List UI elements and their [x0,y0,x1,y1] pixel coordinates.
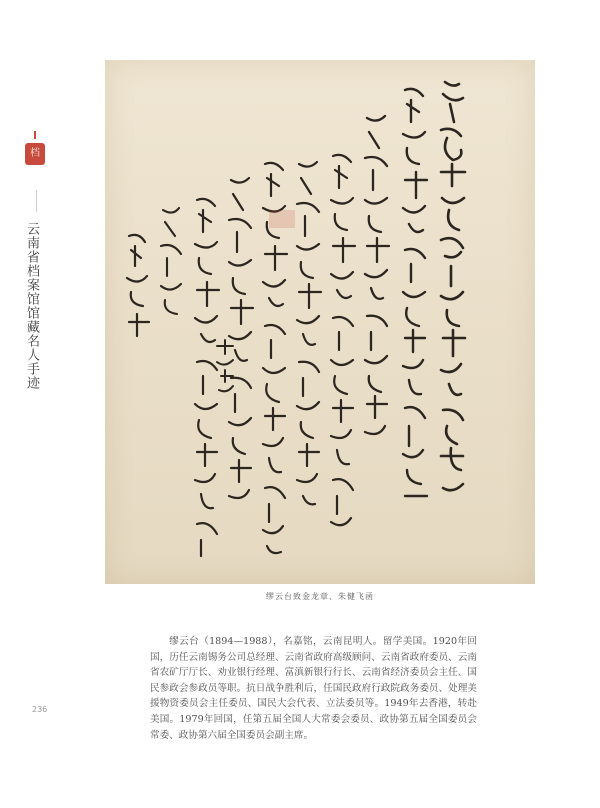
archive-seal [25,143,45,165]
handwriting-strokes [105,60,535,584]
seal-text: 档 [30,148,40,159]
series-title: 云南省档案馆馆藏名人手迹 [24,222,39,390]
biography-paragraph: 缪云台（1894—1988），名嘉铭，云南昆明人。留学美国。1920年回国，历任云南锡务公司总经理、云南省政府高级顾问、云南省政府委员、云南省农矿厅厅长、劝业银行经理、富滇新银行行长、云南省经济委员会主任、国民参政会参政员等职。抗日战争胜利后，任国民政府行政院政务委员、处理美援物资委员会主任委员、国民大会代表、立法委员等。1949年去香港，转赴美国。1979年回国，任第五届全国人大常委会委员、政协第五届全国委员会常委、政协第六届全国委员会副主席。 [150,636,477,741]
page-number: 236 [32,705,48,714]
figure-caption: 缪云台致金龙章、朱健飞函 [266,592,374,601]
seal-mark [34,131,36,139]
margin-divider [36,190,37,212]
handwritten-letter-image [105,60,535,584]
